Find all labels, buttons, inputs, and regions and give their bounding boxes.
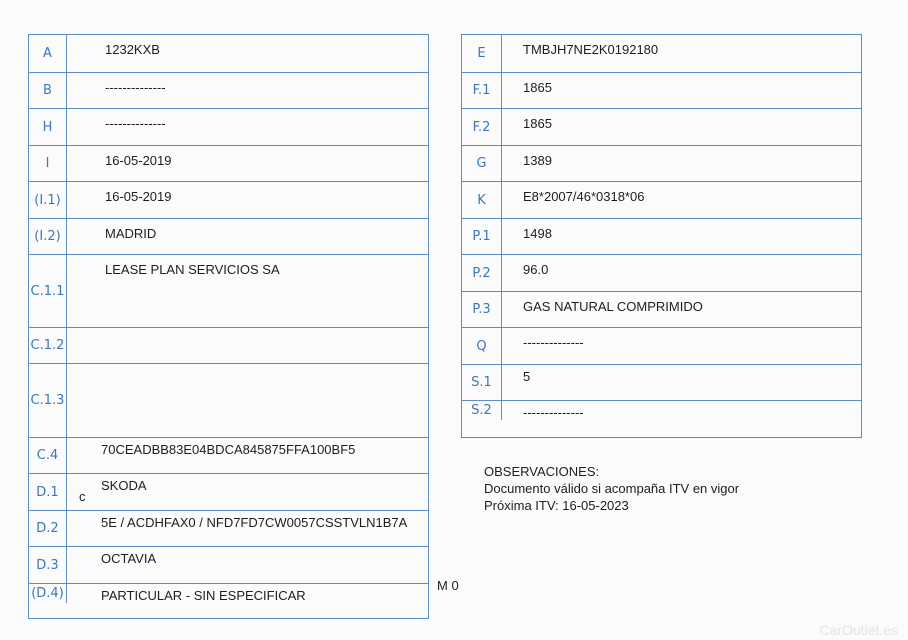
- field-value: 1498: [523, 226, 552, 241]
- field-value: 70CEADBB83E04BDCA845875FFA100BF5: [101, 442, 356, 457]
- observations-title: OBSERVACIONES:: [484, 464, 600, 479]
- field-value: --------------: [523, 335, 584, 350]
- field-label: K: [462, 182, 502, 218]
- field-label: F.2: [462, 109, 502, 145]
- row-s2: [462, 400, 861, 420]
- field-value: --------------: [523, 405, 584, 420]
- field-value: 5E / ACDHFAX0 / NFD7FD7CW0057CSSTVLN1B7A: [101, 515, 408, 530]
- row-d3: [29, 546, 428, 583]
- c4-prefix: c: [79, 489, 86, 504]
- field-label: E: [462, 35, 502, 72]
- field-value: E8*2007/46*0318*06: [523, 189, 645, 204]
- row-e: [462, 35, 861, 72]
- field-label: C.4: [29, 438, 67, 473]
- field-label: C.1.1: [29, 255, 67, 327]
- field-value: 1865: [523, 116, 552, 131]
- field-value: 1389: [523, 153, 552, 168]
- field-label: G: [462, 146, 502, 181]
- field-label: Q: [462, 328, 502, 364]
- row-i2: [29, 218, 428, 254]
- row-f1: [462, 72, 861, 108]
- field-value: --------------: [105, 116, 166, 131]
- field-value: 1232KXB: [105, 42, 160, 57]
- observations-line-1: Documento válido si acompaña ITV en vigor: [484, 481, 740, 496]
- row-k: [462, 181, 861, 218]
- field-label: (I.2): [29, 219, 67, 254]
- field-label: D.3: [29, 547, 67, 583]
- field-value: GAS NATURAL COMPRIMIDO: [523, 299, 703, 314]
- row-c12: [29, 327, 428, 363]
- m0-text: M 0: [437, 578, 459, 593]
- field-label: P.3: [462, 292, 502, 327]
- row-h: [29, 108, 428, 145]
- row-q: [462, 327, 861, 364]
- field-value: MADRID: [105, 226, 157, 241]
- field-label: D.1: [29, 474, 67, 510]
- field-label: B: [29, 73, 67, 108]
- field-label: (D.4): [29, 584, 67, 603]
- row-p1: [462, 218, 861, 254]
- field-label: D.2: [29, 511, 67, 546]
- field-value: [67, 364, 428, 437]
- field-value: 5: [523, 369, 531, 384]
- field-label: S.2: [462, 401, 502, 420]
- field-label: F.1: [462, 73, 502, 108]
- watermark: CarOutlet.es: [819, 622, 898, 638]
- row-a: [29, 35, 428, 72]
- field-value: [67, 328, 428, 363]
- field-label: A: [29, 35, 67, 72]
- field-label: P.1: [462, 219, 502, 254]
- field-value: --------------: [105, 80, 166, 95]
- field-value: SKODA: [101, 478, 147, 493]
- observations-line-2: Próxima ITV: 16-05-2023: [484, 498, 629, 513]
- field-value: 1865: [523, 80, 552, 95]
- field-value: OCTAVIA: [101, 551, 157, 566]
- field-label: H: [29, 109, 67, 145]
- field-label: S.1: [462, 365, 502, 400]
- row-p3: [462, 291, 861, 327]
- row-c11: [29, 254, 428, 327]
- row-s1: [462, 364, 861, 400]
- field-value: TMBJH7NE2K0192180: [523, 42, 659, 57]
- observations-block: [484, 463, 739, 514]
- row-d1: [29, 473, 428, 510]
- right-data-table: [461, 34, 862, 438]
- row-c13: [29, 363, 428, 437]
- row-d4: [29, 583, 428, 603]
- row-g: [462, 145, 861, 181]
- field-label: P.2: [462, 255, 502, 291]
- field-value: 96.0: [523, 262, 549, 277]
- field-label: C.1.2: [29, 328, 67, 363]
- row-f2: [462, 108, 861, 145]
- row-i1: [29, 181, 428, 218]
- row-b: [29, 72, 428, 108]
- row-i: [29, 145, 428, 181]
- row-d2: [29, 510, 428, 546]
- field-value: 16-05-2019: [105, 153, 172, 168]
- field-label: I: [29, 146, 67, 181]
- field-value: 16-05-2019: [105, 189, 172, 204]
- left-data-table: [28, 34, 429, 619]
- row-p2: [462, 254, 861, 291]
- field-value: PARTICULAR - SIN ESPECIFICAR: [101, 588, 306, 603]
- field-label: C.1.3: [29, 364, 67, 437]
- field-label: (I.1): [29, 182, 67, 218]
- field-value: LEASE PLAN SERVICIOS SA: [105, 262, 280, 277]
